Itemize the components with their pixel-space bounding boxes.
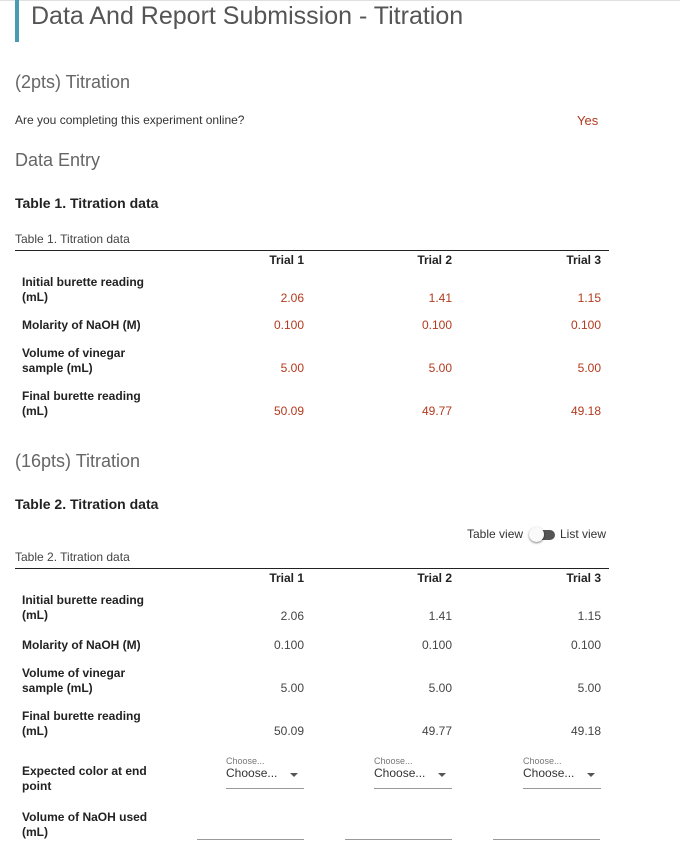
table2-col-trial1: Trial 1 bbox=[269, 571, 304, 585]
row-label: Volume of NaOH used (mL) bbox=[22, 810, 148, 839]
cell-value: 0.100 bbox=[570, 638, 601, 652]
table1-col-trial2: Trial 2 bbox=[417, 253, 452, 267]
list-view-label[interactable]: List view bbox=[560, 527, 607, 541]
naoh-input-trial3[interactable] bbox=[493, 839, 600, 840]
row-label: Volume of vinegar sample (mL) bbox=[22, 666, 126, 695]
table1-caption: Table 1. Titration data bbox=[15, 232, 130, 246]
table1-col-trial1: Trial 1 bbox=[269, 253, 304, 267]
cell-value: 50.09 bbox=[273, 724, 304, 738]
cell-value[interactable]: 0.100 bbox=[273, 318, 304, 332]
naoh-input-trial1[interactable] bbox=[197, 839, 304, 840]
cell-value[interactable]: 0.100 bbox=[570, 318, 601, 332]
page-title: Data And Report Submission - Titration bbox=[31, 2, 464, 30]
naoh-input-trial2[interactable] bbox=[345, 839, 452, 840]
cell-value[interactable]: 49.77 bbox=[421, 404, 452, 418]
cell-value[interactable]: 5.00 bbox=[577, 361, 601, 375]
section-heading-2pts: (2pts) Titration bbox=[15, 72, 131, 92]
chevron-down-icon bbox=[587, 773, 595, 777]
cell-value: 2.06 bbox=[280, 609, 304, 623]
online-question: Are you completing this experiment online? bbox=[15, 113, 245, 127]
cell-value[interactable]: 1.15 bbox=[577, 291, 601, 305]
color-select-trial2[interactable] bbox=[374, 758, 452, 789]
row-label: Volume of vinegar sample (mL) bbox=[22, 346, 126, 375]
top-border bbox=[0, 0, 680, 1]
select-value: Choose... bbox=[226, 766, 278, 780]
cell-value[interactable]: 50.09 bbox=[273, 404, 304, 418]
section-heading-16pts: (16pts) Titration bbox=[15, 451, 141, 471]
chevron-down-icon bbox=[438, 773, 446, 777]
select-value: Choose... bbox=[374, 766, 426, 780]
table2-col-trial2: Trial 2 bbox=[417, 571, 452, 585]
cell-value: 5.00 bbox=[428, 681, 452, 695]
select-hint: Choose... bbox=[523, 756, 562, 766]
cell-value: 0.100 bbox=[421, 638, 452, 652]
cell-value[interactable]: 0.100 bbox=[421, 318, 452, 332]
cell-value[interactable]: 5.00 bbox=[280, 361, 304, 375]
table2-col-trial3: Trial 3 bbox=[566, 571, 601, 585]
cell-value[interactable]: 5.00 bbox=[428, 361, 452, 375]
cell-value: 0.100 bbox=[273, 638, 304, 652]
cell-value[interactable]: 49.18 bbox=[570, 404, 601, 418]
table1-col-trial3: Trial 3 bbox=[566, 253, 601, 267]
row-label: Final burette reading (mL) bbox=[22, 389, 141, 418]
select-hint: Choose... bbox=[226, 756, 265, 766]
row-label: Expected color at end point bbox=[22, 764, 147, 793]
cell-value: 5.00 bbox=[280, 681, 304, 695]
table2 bbox=[15, 568, 609, 847]
select-value: Choose... bbox=[523, 766, 575, 780]
row-label: Final burette reading (mL) bbox=[22, 709, 141, 738]
table2-caption: Table 2. Titration data bbox=[15, 550, 130, 564]
cell-value[interactable]: 2.06 bbox=[280, 291, 304, 305]
cell-value: 5.00 bbox=[577, 681, 601, 695]
data-entry-heading: Data Entry bbox=[15, 150, 101, 170]
cell-value: 49.77 bbox=[421, 724, 452, 738]
table2-heading: Table 2. Titration data bbox=[15, 496, 159, 512]
view-toggle-knob[interactable] bbox=[529, 527, 544, 542]
table-view-label[interactable]: Table view bbox=[467, 527, 524, 541]
row-label: Initial burette reading (mL) bbox=[22, 275, 145, 304]
table1-heading: Table 1. Titration data bbox=[15, 195, 159, 211]
table1 bbox=[15, 250, 609, 431]
cell-value: 49.18 bbox=[570, 724, 601, 738]
color-select-trial1[interactable] bbox=[226, 758, 304, 789]
cell-value[interactable]: 1.41 bbox=[428, 291, 452, 305]
chevron-down-icon bbox=[290, 773, 298, 777]
online-answer[interactable]: Yes bbox=[577, 113, 599, 128]
row-label: Molarity of NaOH (M) bbox=[22, 318, 141, 332]
select-hint: Choose... bbox=[374, 756, 413, 766]
cell-value: 1.41 bbox=[428, 609, 452, 623]
row-label: Initial burette reading (mL) bbox=[22, 593, 145, 622]
title-accent-bar bbox=[15, 0, 19, 42]
cell-value: 1.15 bbox=[577, 609, 601, 623]
color-select-trial3[interactable] bbox=[523, 758, 601, 789]
row-label: Molarity of NaOH (M) bbox=[22, 638, 141, 652]
